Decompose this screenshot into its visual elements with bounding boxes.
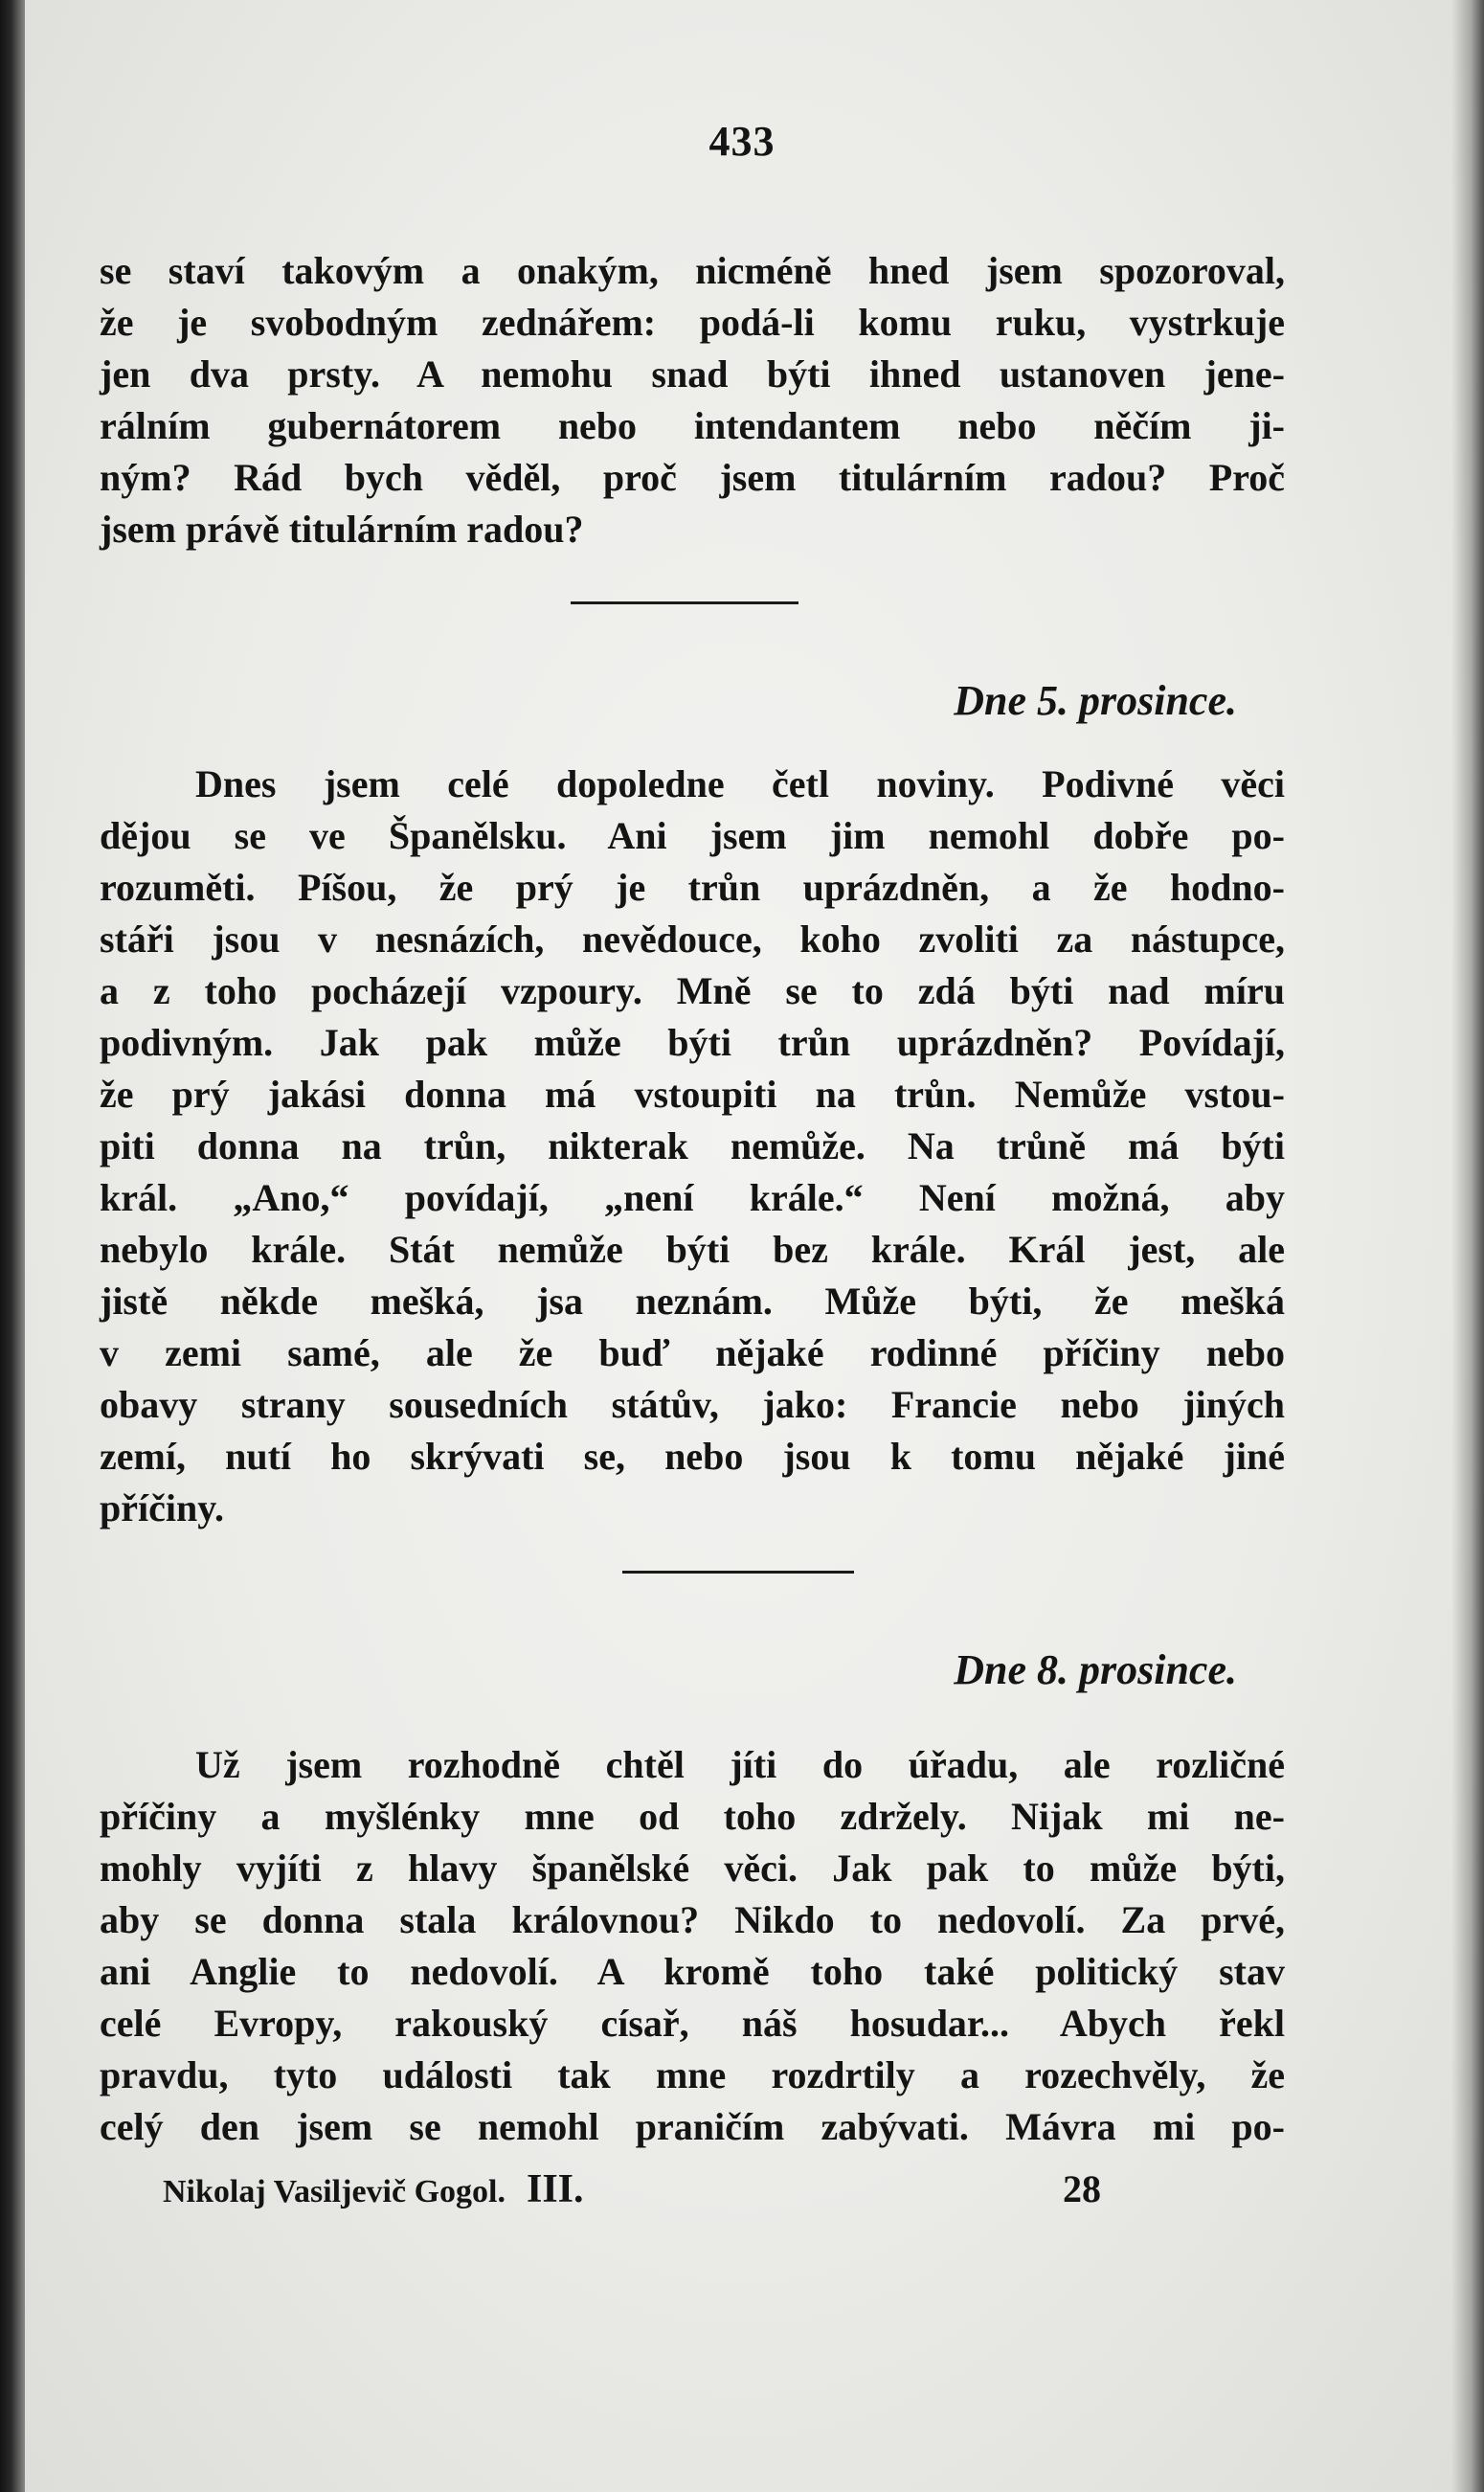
text-line: král. „Ano,“ povídají, „není krále.“ Není možná, aby: [100, 1176, 1285, 1219]
text-line: a z toho pocházejí vzpoury. Mně se to zdá býti nad míru: [100, 969, 1285, 1012]
page-edge-shadow: [1451, 0, 1484, 2492]
section-divider: [622, 1571, 854, 1574]
text-line: stáři jsou v nesnázích, nevědouce, koho zvoliti za nástupce,: [100, 918, 1285, 961]
text-line: celý den jsem se nemohl praničím zabývati. Mávra mi po-: [100, 2105, 1285, 2148]
text-line: příčiny.: [100, 1486, 225, 1529]
footer-signature-mark: 28: [1063, 2167, 1101, 2210]
date-heading-1: Dne 5. prosince.: [954, 677, 1237, 724]
footer-volume: III.: [526, 2167, 584, 2211]
text-line: jsem právě titulárním radou?: [100, 508, 584, 551]
text-line: obavy strany sousedních státův, jako: Francie nebo jiných: [100, 1383, 1285, 1426]
text-line: se staví takovým a onakým, nicméně hned jsem spozoroval,: [100, 249, 1285, 292]
text-line: ani Anglie to nedovolí. A kromě toho také politický stav: [100, 1950, 1285, 1993]
text-line: piti donna na trůn, nikterak nemůže. Na trůně má býti: [100, 1124, 1285, 1167]
date-heading-2: Dne 8. prosince.: [954, 1646, 1237, 1693]
page-footer: [163, 2166, 1120, 2212]
text-line: dějou se ve Španělsku. Ani jsem jim nemohl dobře po-: [100, 814, 1285, 857]
text-line: Už jsem rozhodně chtěl jíti do úřadu, ale rozličné: [195, 1743, 1285, 1786]
footer-author: Nikolaj Vasiljevič Gogol.: [163, 2174, 506, 2209]
paragraph-1: [100, 245, 1285, 555]
book-spine-shadow: [0, 0, 25, 2492]
text-line: že je svobodným zednářem: podá-li komu ruku, vystrkuje: [100, 301, 1285, 344]
section-divider: [571, 601, 798, 604]
text-line: mohly vyjíti z hlavy španělské věci. Jak pak to může býti,: [100, 1846, 1285, 1890]
text-line: v zemi samé, ale že buď nějaké rodinné příčiny nebo: [100, 1331, 1285, 1374]
text-line: rálním gubernátorem nebo intendantem nebo něčím ji-: [100, 404, 1285, 447]
paragraph-3: [100, 1739, 1285, 2153]
text-line: příčiny a myšlénky mne od toho zdržely. Nijak mi ne-: [100, 1795, 1285, 1838]
text-line: celé Evropy, rakouský císař, náš hosudar... Abych řekl: [100, 2002, 1285, 2045]
paragraph-2: [100, 759, 1285, 1534]
text-line: pravdu, tyto události tak mne rozdrtily a rozechvěly, že: [100, 2053, 1285, 2096]
text-line: zemí, nutí ho skrývati se, nebo jsou k tomu nějaké jiné: [100, 1435, 1285, 1478]
text-line: že prý jakási donna má vstoupiti na trůn. Nemůže vstou-: [100, 1073, 1285, 1116]
page-number: 433: [708, 118, 776, 165]
text-line: rozuměti. Píšou, že prý je trůn uprázdněn, a že hodno-: [100, 866, 1285, 909]
text-line: aby se donna stala královnou? Nikdo to nedovolí. Za prvé,: [100, 1898, 1285, 1941]
text-line: podivným. Jak pak může býti trůn uprázdněn? Povídají,: [100, 1021, 1285, 1064]
text-line: ným? Rád bych věděl, proč jsem titulárním radou? Proč: [100, 456, 1285, 499]
text-line: jen dva prsty. A nemohu snad býti ihned ustanoven jene-: [100, 352, 1285, 396]
text-line: Dnes jsem celé dopoledne četl noviny. Podivné věci: [195, 762, 1285, 805]
text-line: jistě někde mešká, jsa neznám. Může býti, že mešká: [100, 1280, 1285, 1323]
text-line: nebylo krále. Stát nemůže býti bez krále. Král jest, ale: [100, 1228, 1285, 1271]
